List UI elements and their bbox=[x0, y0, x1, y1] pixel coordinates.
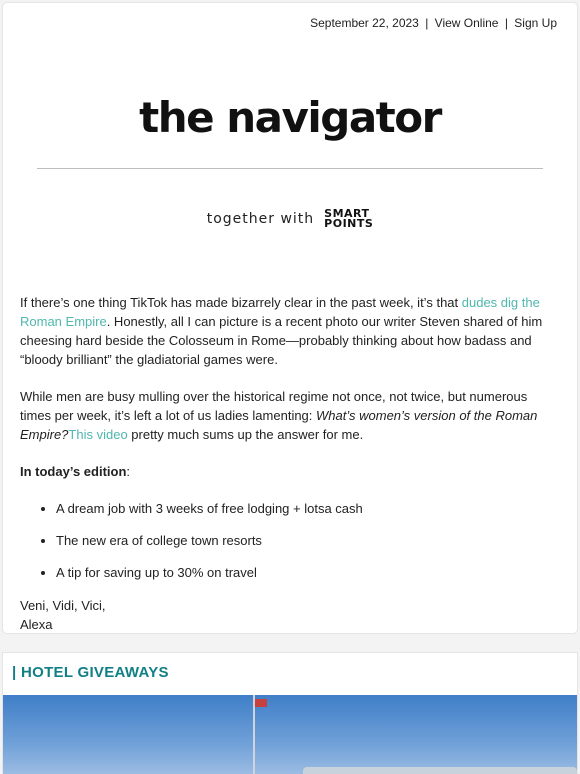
hero-image[interactable] bbox=[3, 695, 577, 774]
intro-paragraph-1 bbox=[20, 293, 560, 369]
divider bbox=[37, 168, 543, 169]
intro-content bbox=[20, 293, 560, 652]
brand-logo[interactable]: the navigator bbox=[139, 93, 441, 142]
text: While men are busy mulling over the historical regime not once, not twice, but numerous times per week, it’s left a lot of us ladies lamenting: bbox=[20, 389, 528, 423]
this-video-link[interactable]: This video bbox=[68, 427, 128, 442]
edition-label: In today’s edition bbox=[20, 464, 127, 479]
sign-up-link[interactable]: Sign Up bbox=[514, 16, 557, 30]
text: . Honestly, all I can picture is a recent photo our writer Steven shared of him cheesing hard beside the Colosseum in Rome—probably thinking about how badass and “bloody brilliant” the gladiatorial games were. bbox=[20, 314, 543, 367]
view-online-link[interactable]: View Online bbox=[434, 16, 499, 30]
coastline-shape bbox=[303, 767, 577, 774]
intro-paragraph-2 bbox=[20, 387, 560, 444]
text: pretty much sums up the answer for me. bbox=[127, 427, 364, 442]
roman-empire-link[interactable]: dudes dig the Roman Empire bbox=[20, 295, 540, 329]
separator: | bbox=[425, 16, 429, 30]
separator: | bbox=[504, 16, 508, 30]
top-bar bbox=[310, 16, 557, 30]
list-item: • A tip for saving up to 30% on travel bbox=[56, 563, 560, 582]
signoff-author: Alexa bbox=[20, 617, 53, 632]
sponsor-banner[interactable] bbox=[3, 209, 577, 229]
section-title: | HOTEL GIVEAWAYS bbox=[12, 664, 169, 681]
newsletter-card bbox=[3, 3, 577, 633]
sponsor-logo-line2: POINTS bbox=[324, 217, 374, 230]
sponsor-logo-line1: SMART bbox=[324, 207, 370, 220]
emphasis-text: What’s women’s version of the Roman Empire? bbox=[20, 408, 538, 442]
sponsor-logo bbox=[324, 209, 373, 229]
issue-date: September 22, 2023 bbox=[310, 16, 419, 30]
list-item: • A dream job with 3 weeks of free lodging + lotsa cash bbox=[56, 499, 560, 518]
signoff bbox=[20, 596, 560, 634]
together-with-label: together with bbox=[206, 211, 315, 227]
text: If there’s one thing TikTok has made bizarrely clear in the past week, it’s that bbox=[20, 295, 462, 310]
flag-icon bbox=[255, 699, 267, 707]
edition-list bbox=[20, 499, 560, 582]
edition-colon: : bbox=[126, 464, 131, 479]
list-item: • The new era of college town resorts bbox=[56, 531, 560, 550]
hotel-giveaways-section bbox=[3, 653, 577, 774]
signoff-line: Veni, Vidi, Vici, bbox=[20, 598, 106, 613]
edition-heading bbox=[20, 462, 560, 481]
